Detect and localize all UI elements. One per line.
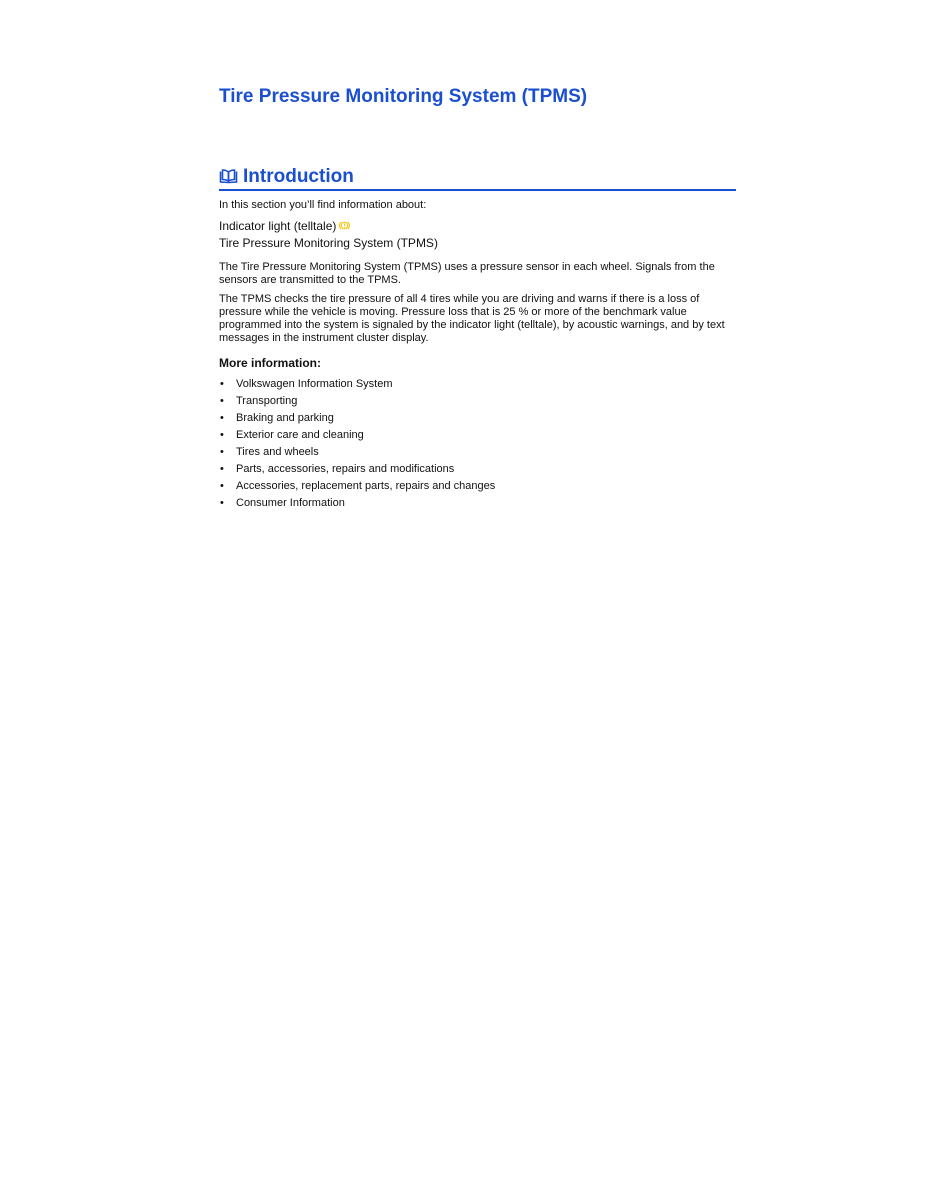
more-info-link[interactable]: Tires and wheels <box>236 446 319 458</box>
more-info-link[interactable]: Consumer Information <box>236 497 345 509</box>
bullet-icon: • <box>220 463 224 475</box>
more-information-heading: More information: <box>219 356 321 370</box>
more-info-link[interactable]: Accessories, replacement parts, repairs and changes <box>236 480 496 492</box>
more-info-link[interactable]: Exterior care and cleaning <box>236 429 364 441</box>
more-info-link[interactable]: Volkswagen Information System <box>236 378 393 390</box>
more-info-link[interactable]: Parts, accessories, repairs and modifications <box>236 463 455 475</box>
more-info-item[interactable] <box>219 376 739 393</box>
bullet-icon: • <box>220 497 224 509</box>
bullet-icon: • <box>220 412 224 424</box>
more-info-item[interactable] <box>219 393 739 410</box>
page-title: Tire Pressure Monitoring System (TPMS) <box>219 86 588 107</box>
bullet-icon: • <box>220 429 224 441</box>
bullet-icon: • <box>220 446 224 458</box>
more-info-link[interactable]: Braking and parking <box>236 412 334 424</box>
more-info-item[interactable] <box>219 495 739 512</box>
section-content <box>219 199 739 512</box>
more-info-link[interactable]: Transporting <box>236 395 298 407</box>
bullet-icon: • <box>220 480 224 492</box>
topic-link[interactable]: Tire Pressure Monitoring System (TPMS) <box>219 236 438 250</box>
more-information-list <box>219 376 739 512</box>
intro-text: In this section you’ll find information about: <box>219 199 427 211</box>
topic-list <box>219 218 739 252</box>
more-info-item[interactable] <box>219 478 739 495</box>
section-title: Introduction <box>243 166 354 187</box>
topic-item-indicator-light[interactable] <box>219 218 739 235</box>
more-info-item[interactable] <box>219 461 739 478</box>
topic-item-tpms[interactable] <box>219 235 739 252</box>
bullet-icon: • <box>220 378 224 390</box>
paragraph-tpms-checks: The TPMS checks the tire pressure of all 4 tires while you are driving and warns if there is a loss of pressure while the vehicle is moving. Pressure loss that is 25 % or more of the benchmark value programmed into the system is signaled by the indicator light (telltale), by acoustic warnings, and by text messages in the instrument cluster display. <box>219 293 725 344</box>
more-info-item[interactable] <box>219 427 739 444</box>
book-icon <box>219 169 238 184</box>
bullet-icon: • <box>220 395 224 407</box>
warning-telltale-icon <box>339 220 350 231</box>
more-info-item[interactable] <box>219 410 739 427</box>
topic-link[interactable]: Indicator light (telltale) <box>219 219 337 233</box>
section-header <box>219 165 736 191</box>
paragraph-sensors: The Tire Pressure Monitoring System (TPMS) uses a pressure sensor in each wheel. Signals from the sensors are transmitted to the TPMS. <box>219 261 715 286</box>
more-info-item[interactable] <box>219 444 739 461</box>
